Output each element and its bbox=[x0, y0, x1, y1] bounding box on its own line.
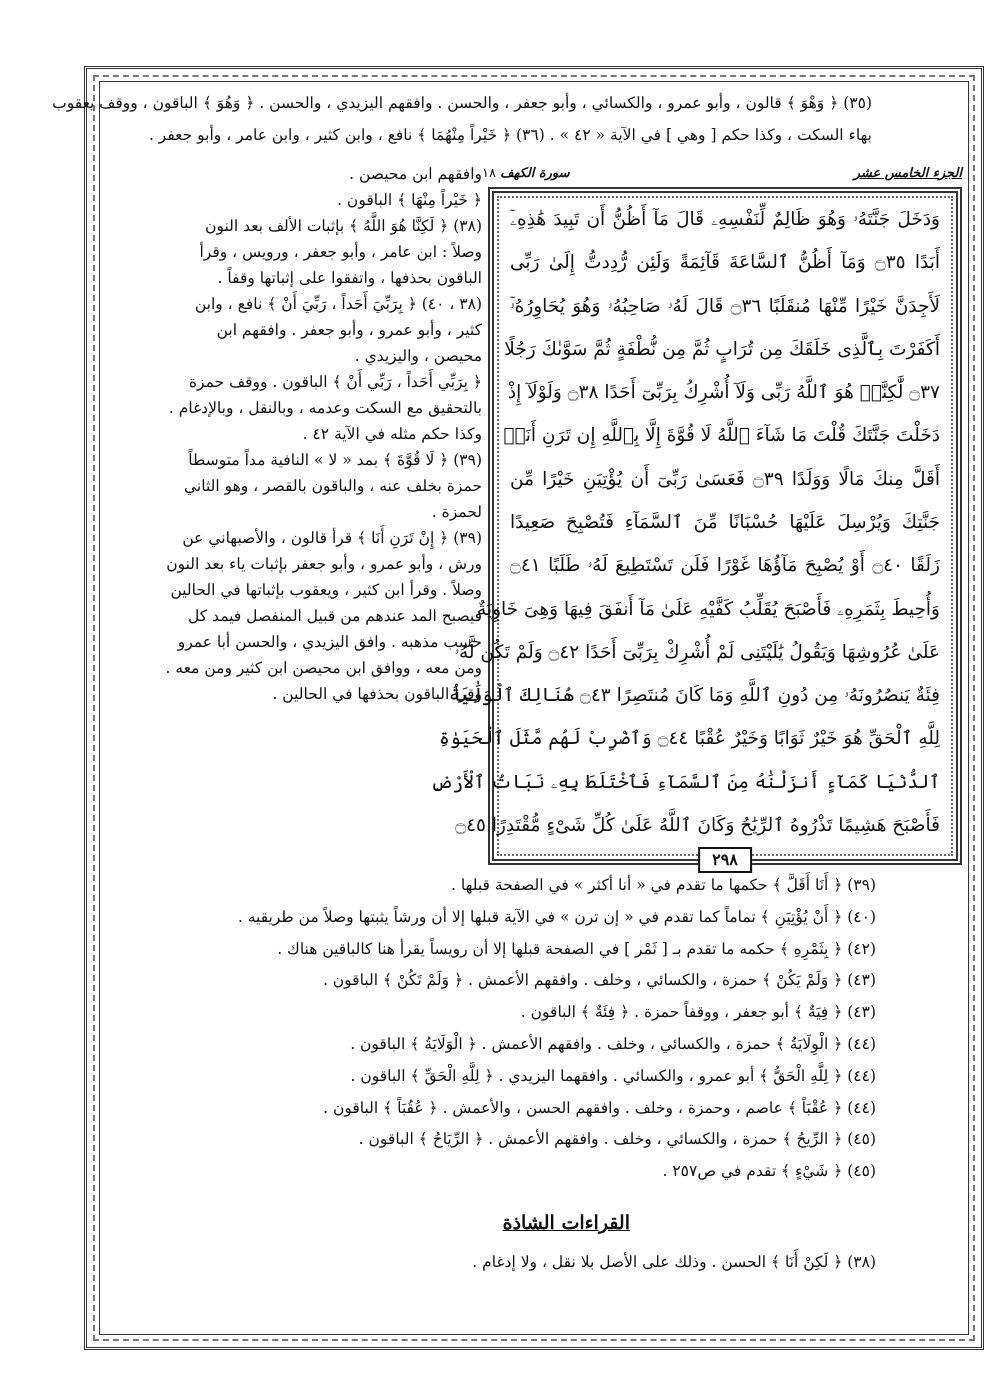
note-line: (٤٣) ﴿ فِيَةٌ ﴾ أبو جعفر ، ووقفاً حمزة . ﴿ فِئَةٌ ﴾ الباقون . bbox=[520, 1003, 876, 1022]
left-commentary-line: بالتحقيق مع السكت وعدمه ، وبالنقل ، وبالإدغام . bbox=[168, 399, 482, 417]
left-commentary-line: حمزة بخلف عنه ، والباقون بالقصر ، وهو الثاني bbox=[183, 477, 482, 495]
note-line: (٤٣) ﴿ وَلَمْ يَكُنْ ﴾ حمزة ، والكسائي ، وخلف . وافقهم الأعمش . ﴿ وَلَمْ تَكُنْ ﴾ الباقون . bbox=[322, 971, 876, 990]
left-commentary-line: (٣٩) ﴿ إِنْ تَرَنِ أَنَا ﴾ قرأ قالون ، والأصبهاني عن bbox=[182, 529, 482, 547]
final-note-line: (٣٨) ﴿ لَكِنْ أَنَا ﴾ الحسن . وذلك على الأصل بلا نقل ، ولا إدغام . bbox=[472, 1253, 876, 1271]
left-commentary-line: (٣٨ ، ٤٠) ﴿ بِرَبِّيَ أَحَداً ، رَبِّيَ أَنْ ﴾ نافع ، وابن bbox=[194, 295, 482, 313]
left-commentary-line: وقرأ الباقون بحذفها في الحالين . bbox=[272, 685, 482, 703]
left-commentary-line: ومن معه ، ووافق ابن محيصن ابن كثير ومن معه . bbox=[165, 659, 482, 677]
quran-line: ٱلدُّنْيَا كَمَآءٍ أَنزَلْنَٰهُ مِنَ ٱلسَّمَآءِ فَٱخْتَلَطَ بِهِۦ نَبَاتُ ٱلْأَرْضِ bbox=[430, 771, 940, 793]
surah-number: ١٨ bbox=[482, 165, 496, 181]
left-commentary-line: (٣٨) ﴿ لَكِنَّا هُوَ اللَّهُ ﴾ بإثبات الألف بعد النون bbox=[205, 217, 482, 235]
top-note-line-2: بهاء السكت ، وكذا حكم [ وهي ] في الآية « ٤٢ » . (٣٦) ﴿ خَيْراً مِنْهُمَا ﴾ نافع ، وابن كثير ، وابن عامر ، وأبو جعفر . bbox=[148, 126, 872, 144]
note-line: (٤٤) ﴿ الْوِلَايَةُ ﴾ حمزة ، والكسائي ، وخلف . وافقهم الأعمش . ﴿ الْوَلَايَةُ ﴾ الباقون . bbox=[350, 1034, 876, 1053]
note-line: (٤٥) ﴿ شَيْءٍ ﴾ تقدم في ص٢٥٧ . bbox=[662, 1162, 876, 1181]
quran-line: فَأَصْبَحَ هَشِيمًا تَذْرُوهُ ٱلرِّيَٰحُ وَكَانَ ٱللَّهُ عَلَىٰ كُلِّ شَىْءٍ مُّقْتَدِرًا ۝٤٥ bbox=[455, 814, 940, 836]
quran-line: دَخَلْتَ جَنَّتَكَ قُلْتَ مَا شَآءَ ٱللَّهُ لَا قُوَّةَ إِلَّا بِٱللَّهِ إِن تَرَنِ أَنَا۠ bbox=[503, 425, 940, 447]
left-commentary-line: وافقهم ابن محيصن . bbox=[349, 165, 482, 183]
note-line: (٤٠) ﴿ أَنْ يُؤْتِيَنِ ﴾ تماماً كما تقدم في « إن ترن » في الآية قبلها إلا أن ورشاً يثبتها وصلاً من طريقيه . bbox=[237, 907, 876, 926]
left-commentary-line: ورش ، وأبو عمرو ، وأبو جعفر بإثبات ياء بعد النون bbox=[166, 555, 482, 573]
left-commentary-line: ﴿ بِرَبِّي أَحَداً ، رَبِّي أَنْ ﴾ الباقون . ووقف حمزة bbox=[188, 373, 482, 391]
surah-header bbox=[482, 166, 570, 181]
left-commentary-line: لحمزة . bbox=[431, 503, 482, 521]
note-line: (٣٩) ﴿ أَنَا أَقَلَّ ﴾ حكمها ما تقدم في « أنا أكثر » في الصفحة قبلها . bbox=[451, 876, 876, 894]
left-commentary-line: (٣٩) ﴿ لَا قُوَّةَ ﴾ بمد « لا » النافية مداً متوسطاً bbox=[188, 451, 482, 469]
top-note-line-1: (٣٥) ﴿ وَهْوَ ﴾ قالون ، وأبو عمرو ، والكسائي ، وأبو جعفر ، والحسن . وافقهم اليزيدي ، والحسن . ﴿ وَهُوَ ﴾ الباقون ، ووقف يعقوب bbox=[52, 94, 872, 112]
note-line: (٤٤) ﴿ عُقْبَاً ﴾ عاصم ، وحمزة ، وخلف . وافقهم الحسن ، والأعمش . ﴿ عُقُبَاً ﴾ الباقون . bbox=[323, 1098, 876, 1117]
quran-line: فِئَةٌ يَنصُرُونَهُۥ مِن دُونِ ٱللَّهِ وَمَا كَانَ مُنتَصِرًا ۝٤٣ هُنَالِكَ ٱلْوَلَٰيَةُ bbox=[449, 685, 940, 707]
quran-line: ۝٣٧ لَّٰكِنَّا۠ هُوَ ٱللَّهُ رَبِّى وَلَآ أُشْرِكُ بِرَبِّىٓ أَحَدًا ۝٣٨ وَلَوْلَآ إِذْ bbox=[507, 382, 940, 404]
page-number: ٢٩٨ bbox=[698, 847, 752, 873]
note-line: (٤٤) ﴿ لِلَّهِ الْحَقُّ ﴾ أبو عمرو ، والكسائي . وافقهما اليزيدي . ﴿ لِلَّهِ الْحَقِّ ﴾ الباقون . bbox=[350, 1066, 876, 1085]
section-heading: القراءات الشاذة bbox=[502, 1212, 630, 1234]
quran-line: جَنَّتِكَ وَيُرْسِلَ عَلَيْهَا حُسْبَانًا مِّنَ ٱلسَّمَآءِ فَتُصْبِحَ صَعِيدًا bbox=[510, 511, 940, 533]
quran-line: أَبَدًا ۝٣٥ وَمَآ أَظُنُّ ٱلسَّاعَةَ قَآئِمَةً وَلَئِن رُّدِدتُّ إِلَىٰ رَبِّى bbox=[510, 252, 940, 274]
left-commentary-line: حسب مذهبه . وافق اليزيدي ، والحسن أبا عمرو bbox=[177, 633, 482, 651]
quran-line: زَلَقًا ۝٤٠ أَوْ يُصْبِحَ مَآؤُهَا غَوْرًا فَلَن تَسْتَطِيعَ لَهُۥ طَلَبًا ۝٤١ bbox=[510, 555, 940, 577]
surah-title: سورة الكهف bbox=[500, 165, 570, 181]
left-commentary-line: وصلاً . وقرأ ابن كثير ، ويعقوب بإثباتها في الحالين bbox=[170, 581, 482, 599]
left-commentary-line: وصلاً : ابن عامر ، وأبو جعفر ، ورويس ، وقرأ bbox=[199, 243, 482, 261]
juz-title: الجزء الخامس عشر bbox=[853, 165, 962, 181]
quran-line: أَقَلَّ مِنكَ مَالًا وَوَلَدًا ۝٣٩ فَعَسَىٰ رَبِّىٓ أَن يُؤْتِيَنِ خَيْرًا مِّن bbox=[510, 468, 940, 490]
left-commentary-line: الباقون بحذفها ، واتفقوا على إثباتها وقفاً . bbox=[217, 269, 482, 287]
bottom-notes bbox=[116, 870, 876, 1188]
quran-line: وَدَخَلَ جَنَّتَهُۥ وَهُوَ ظَالِمٌ لِّنَفْسِهِۦ قَالَ مَآ أَظُنُّ أَن تَبِيدَ هَٰذِهِۦٓ bbox=[510, 209, 940, 230]
quran-line: لِلَّهِ ٱلْحَقِّ هُوَ خَيْرٌ ثَوَابًا وَخَيْرٌ عُقْبًا ۝٤٤ وَٱضْرِبْ لَهُم مَّثَلَ ٱلْحَيَوٰةِ bbox=[439, 728, 940, 750]
left-commentary-line: محيصن ، واليزيدي . bbox=[354, 347, 482, 365]
note-line: (٤٥) ﴿ الرِّيحُ ﴾ حمزة ، والكسائي ، وخلف . وافقهم الأعمش . ﴿ الرِّيَاحُ ﴾ الباقون . bbox=[358, 1130, 876, 1149]
left-commentary-column bbox=[104, 161, 482, 707]
running-head bbox=[482, 161, 962, 185]
left-commentary-line: فيصبح المد عندهم من قبيل المنفصل فيمد كل bbox=[188, 607, 482, 625]
quran-line: أَكَفَرْتَ بِٱلَّذِى خَلَقَكَ مِن تُرَابٍ ثُمَّ مِن نُّطْفَةٍ ثُمَّ سَوَّىٰكَ رَجُلًا bbox=[504, 338, 940, 360]
quran-line: وَأُحِيطَ بِثَمَرِهِۦ فَأَصْبَحَ يُقَلِّبُ كَفَّيْهِ عَلَىٰ مَآ أَنفَقَ فِيهَا وَهِىَ خَاوِيَةٌ bbox=[477, 598, 940, 620]
left-commentary-line: كثير ، وأبو عمرو ، وأبو جعفر . وافقهم ابن bbox=[216, 321, 482, 339]
quran-line: عَلَىٰ عُرُوشِهَا وَيَقُولُ يَٰلَيْتَنِى لَمْ أُشْرِكْ بِرَبِّىٓ أَحَدًا ۝٤٢ وَلَمْ تَكُن لَّهُۥ bbox=[454, 641, 940, 663]
left-commentary-line: ﴿ خَيْراً مِنْهَا ﴾ الباقون . bbox=[337, 191, 482, 209]
note-line: (٤٢) ﴿ بِثَمْرِهِ ﴾ حكمه ما تقدم بـ [ ثَمْر ] في الصفحة قبلها إلا أن رويساً يقرأ هنا كالباقين هناك . bbox=[277, 939, 876, 958]
left-commentary-line: وكذا حكم مثله في الآية ٤٢ . bbox=[302, 425, 482, 443]
quran-line: لَأَجِدَنَّ خَيْرًا مِّنْهَا مُنقَلَبًا ۝٣٦ قَالَ لَهُۥ صَاحِبُهُۥ وَهُوَ يُحَاوِرُهُۥٓ bbox=[510, 295, 940, 317]
